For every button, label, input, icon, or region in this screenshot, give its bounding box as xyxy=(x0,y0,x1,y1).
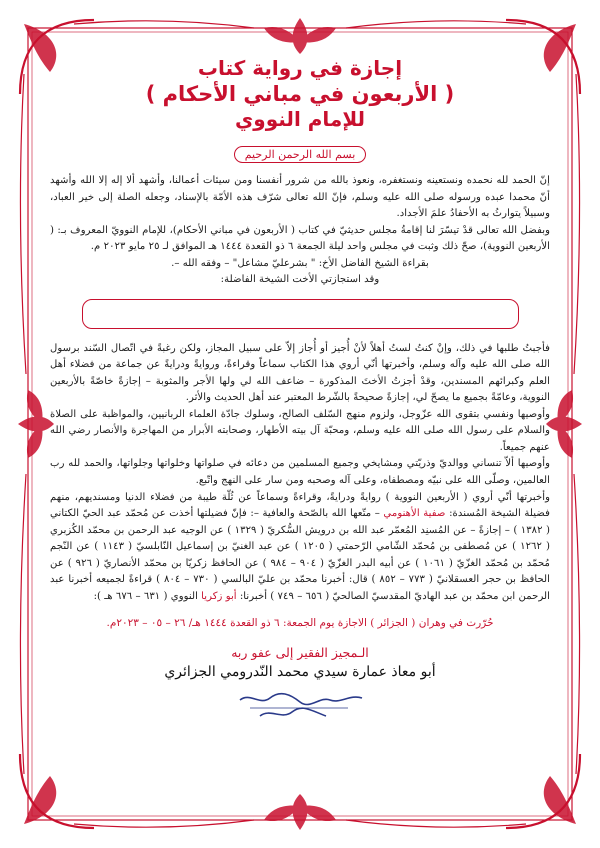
paragraph-advice: وأوصيها ونفسي بتقوى الله عزّوجل، ولزوم منهج السّلف الصالح، وسلوك جادّة العلماء الربانيين، والمواظبة على الصلاة والسلام على رسول الله صلى الله عليه وسلم، ومحبّة آل بيته الأطهار، وصحابته الأبرار من المهاجرة والأنصار رضي الله عنهم جميعاً. xyxy=(50,408,550,453)
basmala xyxy=(50,146,550,163)
paragraph-request: وقد استجازتي الأخت الشيخة الفاضلة: xyxy=(220,274,380,286)
title-line-1: إجازة في رواية كتاب xyxy=(197,56,403,80)
chain-author-name: أبو زكريا xyxy=(201,590,237,602)
title-line-2: ( الأربعون في مباني الأحكام ) xyxy=(145,82,455,106)
date-line: حُرّرت في وهران ( الجزائر ) الاجازة يوم الجمعة: ٦ ذو القعدة ١٤٤٤ هـ/ ٢٦ – ٠٥ – ٢٠٢٣م. xyxy=(106,617,494,630)
paragraph-session: وبفضل الله تعالى قدْ تيسّرَ لنا إقامةُ مجلس حديثيّ في كتاب ( الأربعون في مباني الأحكام)، للإمام النوويّ المعروف بـ: ( الأربعين النووية)، صحّ ذلك وثبت في مجلس واحد ليلة الجمعة ٦ ذو القعدة ١٤٤٤ هـ الموافق لـ ٢٥ مايو ٢٠٢٣ م. xyxy=(50,224,550,253)
chain-part-2: – متّعها الله بالصّحة والعافية –: فإنّ فضيلتها أخذت عن مُحمّد عبد الحيّ الكتاني ( ١٣٨٢ ) – إجازةً – عن المُسنِد المُعمّر عبد الله بن درويش السُّكريّ ( ١٣٢٩ ) عن الوجيه عبد الرحمن بن محمّد الكُزبري ( ١٢٦٢ ) عن مُصطفى بن مُحمّد الشّامي الرّحمتي ( ١٢٠٥ ) عن عبد الغنيّ بن إسماعيل النّابلسيّ ( ١١٤٣ ) عن النّجم مُحمّد بن مُحمّد الغزّيّ ( ١٠٦١ ) عن أبيه البدر الغزّيّ ( ٩٠٤ – ٩٨٤ ) عن الحافظ زكريّا بن محمّد الأنصاريّ ( ٩٢٦ ) عن الحافظ بن حجر العسقلانيّ ( ٧٧٣ – ٨٥٢ ) قال: أخبرنا محمّد بن عليّ البالسي ( ٧٣٠ – ٨٠٤ ) قراءةً لجميعه أخبرنا عبد الرحمن ابن محمّد بن عبد الهاديّ المقدسيّ الصالحيّ ( ٦٥٦ – ٧٤٩ ) أخبرنا: xyxy=(50,508,551,602)
chain-part-3: النووي ( ٦٣١ – ٦٧٦ هـ ): xyxy=(93,590,202,602)
certificate-content xyxy=(50,56,550,808)
paragraph-reader: بقراءة الشيخ الفاضل الأخ: " بشرعليّ مشاعل" – وفقه الله –. xyxy=(171,257,429,269)
chain-part-1: وأخبرتها أنّي أروي ( الأربعين النووية ) روايةً ودرايةً، وقراءةً وسماعاً عن ثُلّة طيبة من فضلاء الدنيا ومسنديهم، منهم فضيلة الشيخة المُسندة: xyxy=(50,491,550,520)
signature-block xyxy=(50,645,550,726)
handwritten-signature xyxy=(50,686,550,726)
chain-teacher-name: صفية الأهنومي xyxy=(383,508,446,520)
paragraph-opening: إنّ الحمد لله نحمده ونستعينه ونستغفره، ونعوذ بالله من شرور أنفسنا ومن سيئات أعمالنا، وأشهد ألا إله إلا الله وأشهد أنّ محمدا عبده ورسوله صلى الله عليه وسلم، فإنّ الله تعالى شرّف هذه الأمّة بالإسناد، وجعله الصلة إلى خير العباد، وسبيلاً يتوارثُ به الأحفادُ علمَ الأجداد. xyxy=(50,175,550,220)
signer-title: الـمجيز الفقير إلى عفو ربه xyxy=(231,645,369,661)
title-line-3: للإمام النووي xyxy=(234,107,366,132)
basmala-text: بسم الله الرحمن الرحيم xyxy=(234,146,367,163)
document-title xyxy=(50,56,550,132)
paragraph-chain xyxy=(50,490,550,606)
signer-name: أبو معاذ عمارة سيدي محمد النّدرومي الجزائري xyxy=(164,664,436,681)
paragraph-dua: وأوصيها ألاّ تنساني ووالديّ وذريّتي ومشايخي وجميع المسلمين من دعائه في صلواتها وخلواتها وجلواتها، والحمد لله رب العالمين، وصلّى الله على نبيّه ومصطفاه، وعلى آله وصحبه ومن سار على النهج واتّبع. xyxy=(50,458,550,486)
recipient-name-box xyxy=(82,299,519,329)
paragraph-grant: فأجبتُ طلبها في ذلك، وإنْ كنتُ لستُ أهلاً لأنْ أُجيز أو أُجاز إلاّ على سبيل المجاز، ولكن رغبةً في اتّصال السّند برسول الله صلى الله عليه وآله وسلم، وأخبرتها أنّي أروي هذا الكتاب سماعاً وقراءةً، وروايةً ودرايةً عن جماعة من فضلاء أهل العلم وكبرائهم المسندين، وقدْ أجزتُ الأختَ المذكورة – ضاعف الله لي ولها الأجر والمثوبة – إجازةً خاصّةً بالأربعين النووية، وعامّةً بجميع ما يصحّ لي، إجازةً صحيحةً بالشّرط المعتبر عند أهل الحديث والأثر. xyxy=(50,342,550,404)
